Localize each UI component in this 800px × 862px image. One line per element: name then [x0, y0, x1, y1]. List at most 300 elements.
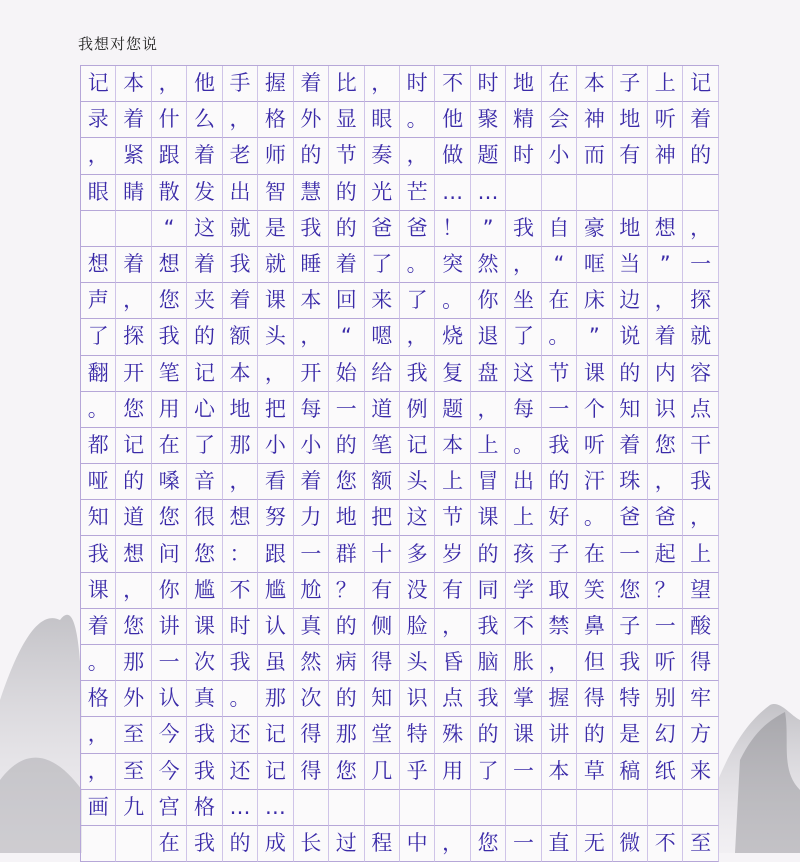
- grid-cell: 你: [471, 283, 506, 319]
- grid-cell: 今: [152, 717, 187, 753]
- grid-cell: 宫: [152, 790, 187, 826]
- grid-cell: [577, 175, 612, 211]
- grid-cell: 做: [435, 138, 470, 174]
- grid-cell: 的: [294, 138, 329, 174]
- grid-cell: 眼: [365, 102, 400, 138]
- grid-cell: 节: [329, 138, 364, 174]
- grid-cell: 着: [116, 102, 151, 138]
- grid-cell: 成: [258, 826, 293, 862]
- grid-cell: 纸: [648, 754, 683, 790]
- grid-cell: [506, 175, 541, 211]
- grid-cell: 程: [365, 826, 400, 862]
- grid-cell: 外: [294, 102, 329, 138]
- grid-cell: [683, 175, 718, 211]
- grid-cell: 本: [223, 356, 258, 392]
- grid-cell: 很: [187, 500, 222, 536]
- grid-cell: 您: [116, 609, 151, 645]
- grid-cell: 在: [577, 536, 612, 572]
- grid-cell: 着: [294, 66, 329, 102]
- grid-cell: 殊: [435, 717, 470, 753]
- grid-cell: 我: [613, 645, 648, 681]
- grid-cell: 酸: [683, 609, 718, 645]
- grid-cell: 着: [187, 247, 222, 283]
- grid-cell: 。: [506, 428, 541, 464]
- grid-cell: 地: [506, 66, 541, 102]
- grid-cell: 您: [329, 754, 364, 790]
- writing-grid: [80, 65, 719, 862]
- grid-cell: 看: [258, 464, 293, 500]
- grid-cell: 格: [258, 102, 293, 138]
- grid-cell: 突: [435, 247, 470, 283]
- grid-cell: 想: [648, 211, 683, 247]
- grid-cell: 自: [542, 211, 577, 247]
- grid-cell: 盘: [471, 356, 506, 392]
- grid-cell: 睛: [116, 175, 151, 211]
- grid-cell: 好: [542, 500, 577, 536]
- grid-cell: 而: [577, 138, 612, 174]
- grid-cell: 一: [329, 392, 364, 428]
- grid-cell: [506, 790, 541, 826]
- grid-cell: 本: [542, 754, 577, 790]
- grid-cell: 额: [365, 464, 400, 500]
- grid-cell: 牢: [683, 681, 718, 717]
- grid-cell: 是: [258, 211, 293, 247]
- grid-cell: 个: [577, 392, 612, 428]
- grid-cell: 复: [435, 356, 470, 392]
- grid-cell: 道: [365, 392, 400, 428]
- grid-cell: 的: [329, 211, 364, 247]
- grid-cell: 哑: [81, 464, 116, 500]
- grid-cell: 一: [506, 826, 541, 862]
- grid-cell: 一: [542, 392, 577, 428]
- grid-cell: 内: [648, 356, 683, 392]
- grid-cell: ？: [648, 573, 683, 609]
- grid-cell: 容: [683, 356, 718, 392]
- grid-cell: 几: [365, 754, 400, 790]
- grid-cell: ？: [329, 573, 364, 609]
- grid-cell: 出: [223, 175, 258, 211]
- grid-cell: 您: [329, 464, 364, 500]
- grid-cell: 没: [400, 573, 435, 609]
- grid-cell: 我: [187, 826, 222, 862]
- grid-cell: 过: [329, 826, 364, 862]
- grid-cell: 然: [471, 247, 506, 283]
- grid-cell: 会: [542, 102, 577, 138]
- grid-cell: 一: [152, 645, 187, 681]
- grid-cell: 记: [116, 428, 151, 464]
- grid-cell: 着: [294, 464, 329, 500]
- grid-cell: 不: [223, 573, 258, 609]
- grid-cell: …: [435, 175, 470, 211]
- grid-cell: 无: [577, 826, 612, 862]
- grid-cell: 多: [400, 536, 435, 572]
- grid-cell: 嗓: [152, 464, 187, 500]
- grid-cell: 上: [471, 428, 506, 464]
- grid-cell: 望: [683, 573, 718, 609]
- grid-cell: 脑: [471, 645, 506, 681]
- grid-cell: 笔: [152, 356, 187, 392]
- grid-cell: 。: [223, 681, 258, 717]
- grid-cell: [648, 175, 683, 211]
- grid-cell: 昏: [435, 645, 470, 681]
- grid-cell: 得: [683, 645, 718, 681]
- grid-cell: 当: [613, 247, 648, 283]
- grid-cell: 我: [81, 536, 116, 572]
- grid-cell: 问: [152, 536, 187, 572]
- grid-cell: ”: [577, 319, 612, 355]
- grid-cell: 力: [294, 500, 329, 536]
- grid-cell: 着: [223, 283, 258, 319]
- grid-cell: 。: [435, 283, 470, 319]
- grid-cell: 格: [81, 681, 116, 717]
- grid-cell: 草: [577, 754, 612, 790]
- grid-cell: ，: [542, 645, 577, 681]
- page-title: 我想对您说: [78, 35, 159, 53]
- grid-cell: ，: [81, 754, 116, 790]
- grid-cell: ，: [648, 283, 683, 319]
- grid-cell: 头: [258, 319, 293, 355]
- grid-cell: 本: [577, 66, 612, 102]
- grid-cell: ，: [81, 138, 116, 174]
- grid-cell: 珠: [613, 464, 648, 500]
- grid-cell: 散: [152, 175, 187, 211]
- grid-cell: 然: [294, 645, 329, 681]
- grid-cell: 不: [648, 826, 683, 862]
- grid-cell: 您: [471, 826, 506, 862]
- grid-cell: [613, 175, 648, 211]
- grid-cell: 上: [683, 536, 718, 572]
- grid-cell: 您: [152, 500, 187, 536]
- grid-cell: ，: [81, 717, 116, 753]
- grid-cell: 课: [258, 283, 293, 319]
- grid-cell: 我: [187, 754, 222, 790]
- grid-cell: 本: [116, 66, 151, 102]
- grid-cell: 努: [258, 500, 293, 536]
- grid-cell: 那: [329, 717, 364, 753]
- grid-cell: 真: [187, 681, 222, 717]
- grid-cell: 来: [683, 754, 718, 790]
- grid-cell: 知: [81, 500, 116, 536]
- grid-cell: 想: [223, 500, 258, 536]
- grid-cell: 跟: [152, 138, 187, 174]
- grid-cell: 十: [365, 536, 400, 572]
- grid-cell: 记: [187, 356, 222, 392]
- grid-cell: 听: [648, 645, 683, 681]
- grid-cell: 识: [648, 392, 683, 428]
- grid-cell: 今: [152, 754, 187, 790]
- grid-cell: ，: [258, 356, 293, 392]
- grid-cell: 次: [187, 645, 222, 681]
- grid-cell: 地: [613, 102, 648, 138]
- grid-cell: 画: [81, 790, 116, 826]
- grid-cell: 爸: [400, 211, 435, 247]
- grid-cell: 。: [542, 319, 577, 355]
- grid-cell: …: [223, 790, 258, 826]
- grid-cell: 芒: [400, 175, 435, 211]
- grid-cell: 冒: [471, 464, 506, 500]
- grid-cell: 的: [577, 717, 612, 753]
- grid-cell: 的: [329, 428, 364, 464]
- grid-cell: 不: [506, 609, 541, 645]
- grid-cell: 紧: [116, 138, 151, 174]
- grid-cell: 的: [329, 609, 364, 645]
- grid-cell: 我: [294, 211, 329, 247]
- grid-cell: [542, 790, 577, 826]
- grid-cell: 尴: [187, 573, 222, 609]
- grid-cell: [435, 790, 470, 826]
- grid-cell: [613, 790, 648, 826]
- grid-cell: 夹: [187, 283, 222, 319]
- grid-cell: 群: [329, 536, 364, 572]
- grid-cell: 子: [613, 609, 648, 645]
- grid-cell: ，: [116, 283, 151, 319]
- grid-cell: 回: [329, 283, 364, 319]
- grid-cell: 识: [400, 681, 435, 717]
- grid-cell: 记: [683, 66, 718, 102]
- grid-cell: 至: [683, 826, 718, 862]
- grid-cell: 的: [116, 464, 151, 500]
- grid-cell: 小: [258, 428, 293, 464]
- grid-cell: 您: [613, 573, 648, 609]
- grid-cell: 发: [187, 175, 222, 211]
- grid-cell: 爸: [648, 500, 683, 536]
- grid-cell: 的: [329, 175, 364, 211]
- grid-cell: 外: [116, 681, 151, 717]
- grid-cell: 题: [471, 138, 506, 174]
- grid-cell: 记: [258, 717, 293, 753]
- grid-cell: 上: [648, 66, 683, 102]
- grid-cell: 豪: [577, 211, 612, 247]
- grid-cell: 心: [187, 392, 222, 428]
- grid-cell: 在: [542, 66, 577, 102]
- grid-cell: 起: [648, 536, 683, 572]
- grid-cell: [365, 790, 400, 826]
- grid-cell: 握: [542, 681, 577, 717]
- grid-cell: ，: [365, 66, 400, 102]
- grid-cell: 想: [116, 536, 151, 572]
- grid-cell: 记: [258, 754, 293, 790]
- grid-cell: [294, 790, 329, 826]
- grid-cell: 特: [613, 681, 648, 717]
- grid-cell: 是: [613, 717, 648, 753]
- grid-cell: 脸: [400, 609, 435, 645]
- grid-cell: 用: [152, 392, 187, 428]
- grid-cell: 。: [81, 645, 116, 681]
- grid-cell: 头: [400, 464, 435, 500]
- grid-cell: 了: [365, 247, 400, 283]
- grid-cell: [648, 790, 683, 826]
- grid-cell: [81, 211, 116, 247]
- grid-cell: 记: [81, 66, 116, 102]
- grid-cell: 次: [294, 681, 329, 717]
- grid-cell: 一: [683, 247, 718, 283]
- grid-cell: 都: [81, 428, 116, 464]
- grid-cell: 那: [258, 681, 293, 717]
- grid-cell: 讲: [152, 609, 187, 645]
- grid-cell: 着: [187, 138, 222, 174]
- grid-cell: 。: [400, 247, 435, 283]
- grid-cell: 着: [329, 247, 364, 283]
- grid-cell: 就: [683, 319, 718, 355]
- grid-cell: 。: [400, 102, 435, 138]
- grid-cell: 一: [648, 609, 683, 645]
- grid-cell: 九: [116, 790, 151, 826]
- grid-cell: [683, 790, 718, 826]
- grid-cell: 时: [400, 66, 435, 102]
- grid-cell: ！: [435, 211, 470, 247]
- grid-cell: 胀: [506, 645, 541, 681]
- grid-cell: 跟: [258, 536, 293, 572]
- grid-cell: ：: [223, 536, 258, 572]
- grid-cell: 子: [613, 66, 648, 102]
- grid-cell: …: [471, 175, 506, 211]
- grid-cell: 道: [116, 500, 151, 536]
- grid-cell: 一: [613, 536, 648, 572]
- grid-cell: 本: [435, 428, 470, 464]
- grid-cell: 每: [506, 392, 541, 428]
- grid-cell: 把: [258, 392, 293, 428]
- grid-cell: 至: [116, 717, 151, 753]
- grid-cell: 岁: [435, 536, 470, 572]
- grid-cell: 掌: [506, 681, 541, 717]
- grid-cell: 了: [187, 428, 222, 464]
- grid-cell: 上: [506, 500, 541, 536]
- grid-cell: “: [329, 319, 364, 355]
- grid-cell: ，: [294, 319, 329, 355]
- grid-cell: 床: [577, 283, 612, 319]
- grid-cell: 那: [223, 428, 258, 464]
- grid-cell: 我: [542, 428, 577, 464]
- grid-cell: ”: [471, 211, 506, 247]
- grid-cell: 讲: [542, 717, 577, 753]
- grid-cell: “: [542, 247, 577, 283]
- grid-cell: 头: [400, 645, 435, 681]
- grid-cell: 禁: [542, 609, 577, 645]
- grid-cell: 得: [365, 645, 400, 681]
- grid-cell: 师: [258, 138, 293, 174]
- grid-cell: 我: [506, 211, 541, 247]
- grid-cell: 的: [471, 536, 506, 572]
- grid-cell: 至: [116, 754, 151, 790]
- grid-cell: 课: [506, 717, 541, 753]
- grid-cell: [400, 790, 435, 826]
- grid-cell: 奏: [365, 138, 400, 174]
- grid-cell: 尬: [294, 573, 329, 609]
- grid-cell: 比: [329, 66, 364, 102]
- grid-cell: 笔: [365, 428, 400, 464]
- grid-cell: 。: [577, 500, 612, 536]
- grid-cell: 慧: [294, 175, 329, 211]
- grid-cell: 我: [223, 645, 258, 681]
- grid-cell: 微: [613, 826, 648, 862]
- grid-cell: 方: [683, 717, 718, 753]
- grid-cell: 着: [81, 609, 116, 645]
- grid-cell: 点: [683, 392, 718, 428]
- grid-cell: 我: [683, 464, 718, 500]
- grid-cell: 了: [506, 319, 541, 355]
- grid-cell: 同: [471, 573, 506, 609]
- grid-cell: 鼻: [577, 609, 612, 645]
- grid-cell: 本: [294, 283, 329, 319]
- grid-cell: 课: [187, 609, 222, 645]
- grid-cell: 知: [613, 392, 648, 428]
- grid-cell: 一: [294, 536, 329, 572]
- grid-cell: 了: [81, 319, 116, 355]
- grid-cell: 就: [258, 247, 293, 283]
- grid-cell: ，: [506, 247, 541, 283]
- grid-cell: 课: [577, 356, 612, 392]
- grid-cell: 一: [506, 754, 541, 790]
- grid-cell: 知: [365, 681, 400, 717]
- grid-cell: 始: [329, 356, 364, 392]
- grid-cell: 还: [223, 717, 258, 753]
- grid-cell: 了: [400, 283, 435, 319]
- grid-cell: 时: [223, 609, 258, 645]
- grid-cell: 上: [435, 464, 470, 500]
- grid-cell: 神: [577, 102, 612, 138]
- grid-cell: 探: [116, 319, 151, 355]
- grid-cell: 的: [683, 138, 718, 174]
- grid-cell: 汗: [577, 464, 612, 500]
- grid-cell: 爸: [365, 211, 400, 247]
- grid-cell: 得: [294, 717, 329, 753]
- grid-cell: 点: [435, 681, 470, 717]
- grid-cell: [329, 790, 364, 826]
- grid-cell: 干: [683, 428, 718, 464]
- grid-cell: 笑: [577, 573, 612, 609]
- grid-cell: 用: [435, 754, 470, 790]
- grid-cell: 的: [223, 826, 258, 862]
- grid-cell: [471, 790, 506, 826]
- grid-cell: 他: [187, 66, 222, 102]
- grid-cell: 地: [223, 392, 258, 428]
- grid-cell: ，: [648, 464, 683, 500]
- grid-cell: 么: [187, 102, 222, 138]
- grid-cell: 真: [294, 609, 329, 645]
- grid-cell: 得: [577, 681, 612, 717]
- grid-cell: 那: [116, 645, 151, 681]
- grid-cell: 学: [506, 573, 541, 609]
- grid-cell: 开: [294, 356, 329, 392]
- grid-cell: 得: [294, 754, 329, 790]
- grid-cell: 就: [223, 211, 258, 247]
- grid-cell: 堂: [365, 717, 400, 753]
- grid-cell: 例: [400, 392, 435, 428]
- grid-cell: 探: [683, 283, 718, 319]
- grid-cell: 退: [471, 319, 506, 355]
- grid-cell: 着: [648, 319, 683, 355]
- grid-cell: ，: [400, 138, 435, 174]
- grid-cell: 时: [471, 66, 506, 102]
- grid-cell: 我: [471, 609, 506, 645]
- grid-cell: ，: [471, 392, 506, 428]
- grid-cell: 在: [542, 283, 577, 319]
- grid-cell: 什: [152, 102, 187, 138]
- grid-cell: ，: [435, 826, 470, 862]
- grid-cell: 听: [577, 428, 612, 464]
- grid-cell: 稿: [613, 754, 648, 790]
- grid-cell: 的: [613, 356, 648, 392]
- grid-cell: 来: [365, 283, 400, 319]
- grid-cell: 录: [81, 102, 116, 138]
- grid-cell: 着: [683, 102, 718, 138]
- grid-cell: 出: [506, 464, 541, 500]
- grid-cell: 您: [187, 536, 222, 572]
- grid-cell: ，: [435, 609, 470, 645]
- grid-cell: 别: [648, 681, 683, 717]
- grid-cell: 节: [435, 500, 470, 536]
- grid-cell: 眼: [81, 175, 116, 211]
